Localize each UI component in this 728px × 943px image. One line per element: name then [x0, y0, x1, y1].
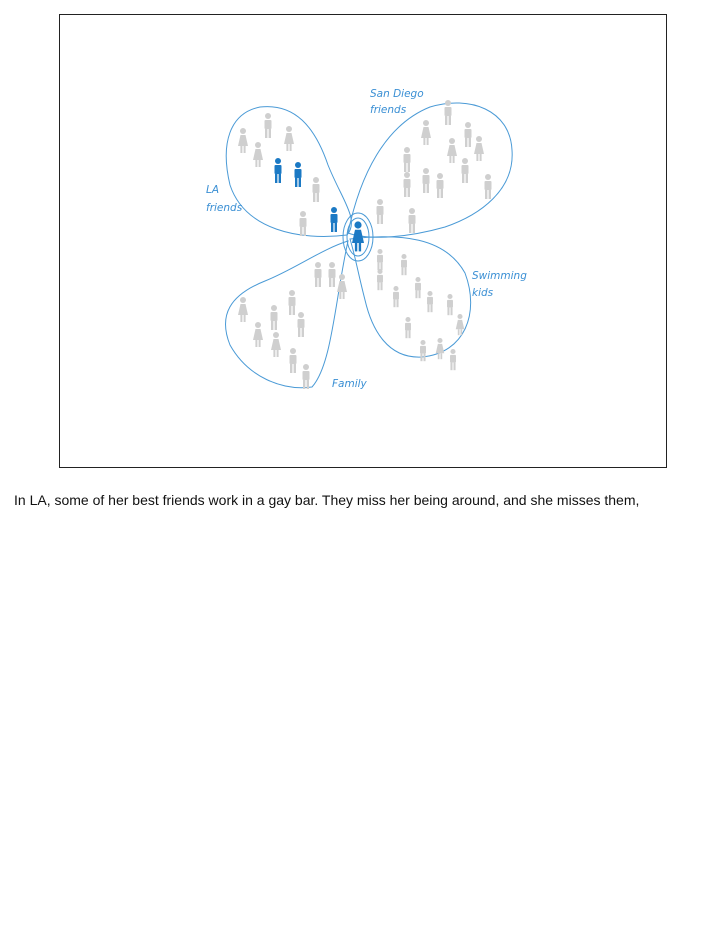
family-label: Family [332, 378, 367, 390]
woman-icon [253, 142, 263, 167]
person-icon [405, 317, 411, 338]
person-icon [445, 100, 452, 125]
person-icon [393, 286, 399, 307]
person-icon [271, 305, 278, 330]
person-icon [404, 147, 411, 172]
la-label-line2: friends [206, 202, 243, 214]
diagram-slide [59, 14, 667, 468]
person-icon [313, 177, 320, 202]
person-icon [437, 173, 444, 198]
network-diagram [60, 15, 668, 469]
san-diego-friends-outline [348, 103, 512, 237]
highlighted-person-icon [295, 162, 302, 187]
highlighted-person-icon [331, 207, 338, 232]
person-icon [377, 249, 383, 270]
person-icon [465, 122, 472, 147]
person-icon [427, 291, 433, 312]
la-label-line1: LA [206, 184, 220, 196]
woman-icon [271, 332, 281, 357]
person-icon [377, 269, 383, 290]
person-icon [329, 262, 336, 287]
person-icon [485, 174, 492, 199]
woman-icon [238, 128, 248, 153]
person-icon [265, 113, 272, 138]
person-icon [415, 277, 421, 298]
san-diego-label-line2: friends [370, 104, 407, 116]
swimming-label-line2: kids [472, 287, 494, 299]
person-icon [298, 312, 305, 337]
slide-caption: In LA, some of her best friends work in a gay bar. They miss her being around, and she misses them, [14, 492, 640, 508]
san-diego-label-line1: San Diego [370, 88, 424, 100]
woman-icon [474, 136, 484, 161]
person-icon [447, 294, 453, 315]
woman-icon [436, 338, 445, 359]
woman-icon [253, 322, 263, 347]
person-icon [420, 340, 426, 361]
person-icon [300, 211, 307, 236]
people-layer [238, 100, 492, 389]
highlighted-woman-icon [352, 221, 364, 251]
highlighted-person-icon [275, 158, 282, 183]
person-icon [290, 348, 297, 373]
swimming-label-line1: Swimming [472, 270, 527, 282]
person-icon [409, 208, 416, 233]
person-icon [315, 262, 322, 287]
person-icon [401, 254, 407, 275]
person-icon [423, 168, 430, 193]
person-icon [289, 290, 296, 315]
person-icon [450, 349, 456, 370]
person-icon [377, 199, 384, 224]
woman-icon [447, 138, 457, 163]
person-icon [303, 364, 310, 389]
person-icon [404, 172, 411, 197]
person-icon [462, 158, 469, 183]
woman-icon [421, 120, 431, 145]
woman-icon [284, 126, 294, 151]
woman-icon [238, 297, 248, 322]
